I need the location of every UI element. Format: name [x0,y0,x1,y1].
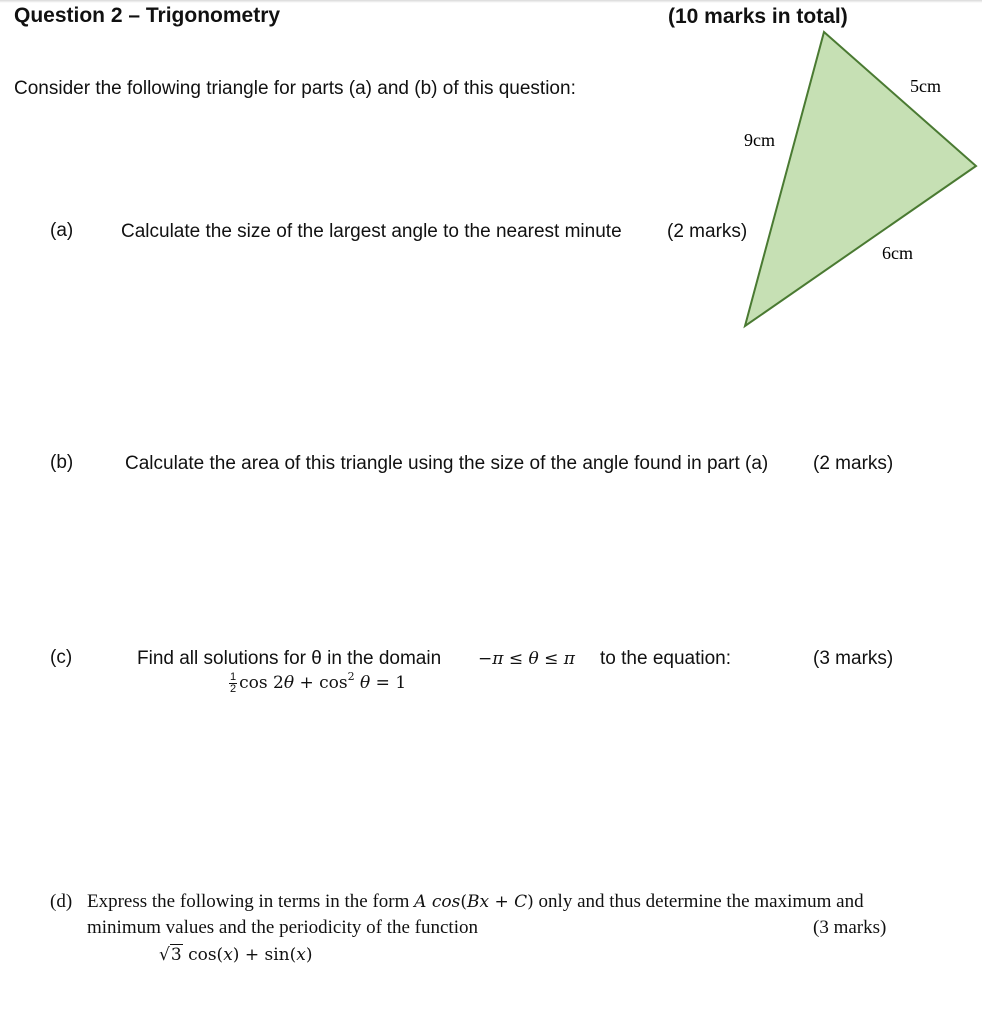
side-label-5cm: 5cm [910,76,941,96]
form-cos: cos [426,892,461,912]
eq-rhs: = 1 [370,673,407,693]
part-a-label: (a) [50,220,74,241]
triangle-shape [745,32,976,326]
half-fraction [229,672,237,695]
total-marks: (10 marks in total) [668,5,848,28]
eq-theta-1: θ [283,673,295,693]
eq-exponent: 2 [347,670,355,683]
expr-cos: cos( [182,945,224,965]
part-d-line1-before: Express the following in terms in the form [87,891,410,912]
expr-sin: ) + sin( [232,945,297,965]
part-c-text-after: to the equation: [600,648,731,669]
part-b-marks: (2 marks) [813,453,894,474]
domain-lower: −π [478,649,504,669]
expr-x2: x [296,945,306,965]
domain-upper: π [563,649,575,669]
eq-plus-cos: + cos [294,673,348,693]
form-open: ( [460,892,467,912]
expr-close: ) [305,945,313,965]
part-d-line1 [87,891,864,913]
form-Bx: Bx [466,892,490,912]
part-c-domain [478,649,575,669]
part-a-text: Calculate the size of the largest angle to the nearest minute [121,221,622,242]
sqrt-radicand: 3 [170,945,182,965]
part-d-line1-after: only and thus determine the maximum and [538,891,864,912]
side-label-9cm: 9cm [744,130,775,150]
form-C: C [514,892,528,912]
side-label-6cm: 6cm [882,243,913,263]
domain-op2: ≤ [544,649,559,669]
domain-op1: ≤ [508,649,524,669]
question-title: Question 2 – Trigonometry [14,4,281,27]
part-d-form [414,892,534,912]
part-c-equation [229,672,406,695]
part-c-text: Find all solutions for θ in the domain [137,648,442,669]
part-b-label: (b) [50,452,74,473]
part-b-text: Calculate the area of this triangle using the size of the angle found in part (a) [125,453,769,474]
sqrt-symbol: √ [159,945,170,965]
part-c-label: (c) [50,647,73,668]
eq-term1: cos 2 [239,673,284,693]
part-d-line2: minimum values and the periodicity of the function [87,917,478,938]
fraction-denominator: 2 [230,683,237,695]
part-a-marks: (2 marks) [667,221,748,242]
form-close: ) [527,892,534,912]
fraction-numerator: 1 [230,671,237,683]
part-d-expression [159,945,312,965]
domain-var: θ [528,649,539,669]
part-c-marks: (3 marks) [813,648,894,669]
part-d-marks: (3 marks) [813,917,887,938]
part-d-label: (d) [50,891,73,912]
form-plus: + [489,892,515,912]
intro-text: Consider the following triangle for parts (a) and (b) of this question: [14,78,576,99]
expr-x1: x [223,945,233,965]
eq-theta-2: θ [360,673,371,693]
form-A: A [414,892,427,912]
